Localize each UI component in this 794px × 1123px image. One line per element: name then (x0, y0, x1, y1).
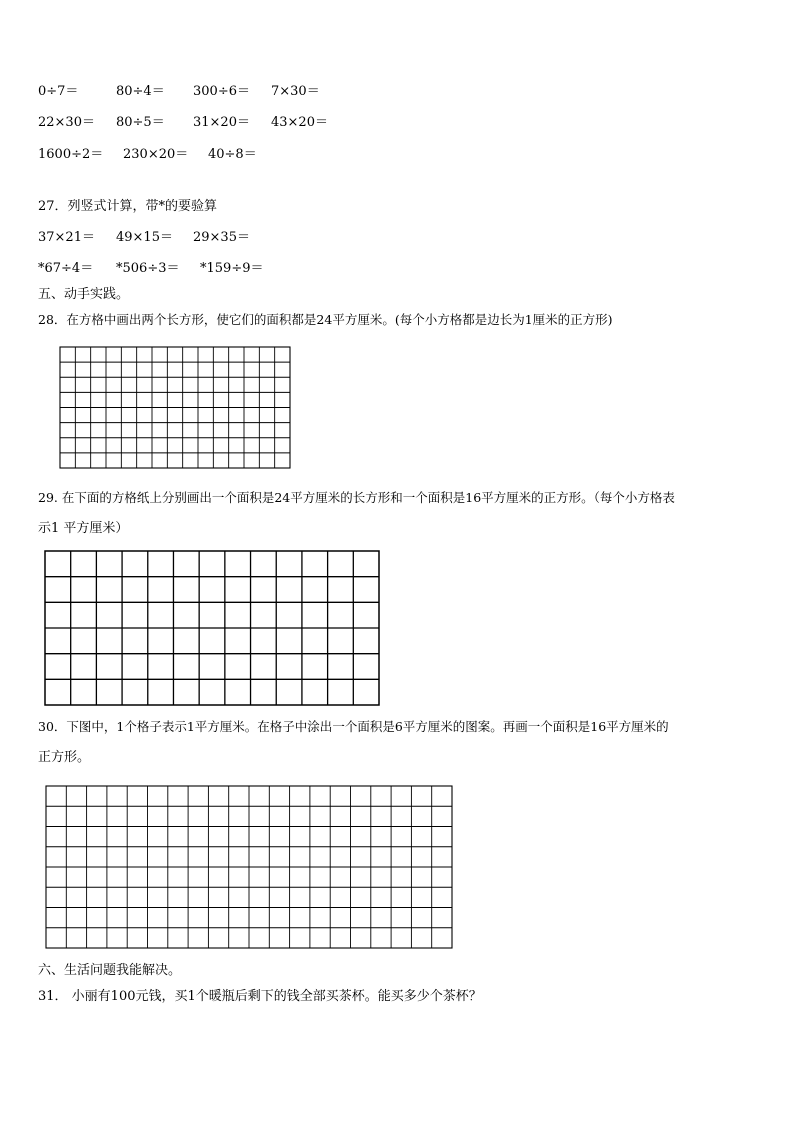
section-6-heading: 六、生活问题我能解决。 (38, 963, 182, 978)
calc-item: 22×30＝ (38, 115, 95, 130)
calc-item: 1600÷2＝ (38, 147, 104, 162)
calc-item: 300÷6＝ (193, 84, 250, 99)
q29-text-line-2: 示1 平方厘米） (38, 521, 129, 536)
calc-item: 49×15＝ (116, 230, 173, 245)
calc-item: 7×30＝ (271, 84, 320, 99)
calc-item: 31×20＝ (193, 115, 250, 130)
calc-item: 37×21＝ (38, 230, 95, 245)
q30-text-line-2: 正方形。 (38, 750, 91, 765)
grid-q29[interactable] (44, 550, 380, 706)
calc-item: 0÷7＝ (38, 84, 79, 99)
q27-title: 27．列竖式计算，带*的要验算 (38, 199, 218, 214)
q29-text-line-1: 29. 在下面的方格纸上分别画出一个面积是24平方厘米的长方形和一个面积是16平方厘米的正方形。（每个小方格表 (38, 490, 675, 505)
q28-text: 28．在方格中画出两个长方形，使它们的面积都是24平方厘米。(每个小方格都是边长为1厘米的正方形) (38, 312, 613, 327)
calc-item: 43×20＝ (271, 115, 328, 130)
calc-item: 29×35＝ (193, 230, 250, 245)
grid-q30[interactable] (45, 785, 453, 949)
calc-item: 80÷5＝ (116, 115, 165, 130)
calc-item: 80÷4＝ (116, 84, 165, 99)
calc-item: 230×20＝ (123, 147, 189, 162)
q30-text-line-1: 30．下图中，1个格子表示1平方厘米。在格子中涂出一个面积是6平方厘米的图案。再画一个面积是16平方厘米的 (38, 719, 669, 734)
calc-item: *67÷4＝ (38, 261, 94, 276)
calc-item: *506÷3＝ (116, 261, 180, 276)
q31-text: 31． 小丽有100元钱，买1个暖瓶后剩下的钱全部买茶杯。能买多少个茶杯？ (38, 989, 482, 1004)
grid-q28[interactable] (59, 346, 291, 469)
section-5-heading: 五、动手实践。 (38, 287, 130, 302)
calc-item: 40÷8＝ (208, 147, 257, 162)
calc-item: *159÷9＝ (200, 261, 264, 276)
